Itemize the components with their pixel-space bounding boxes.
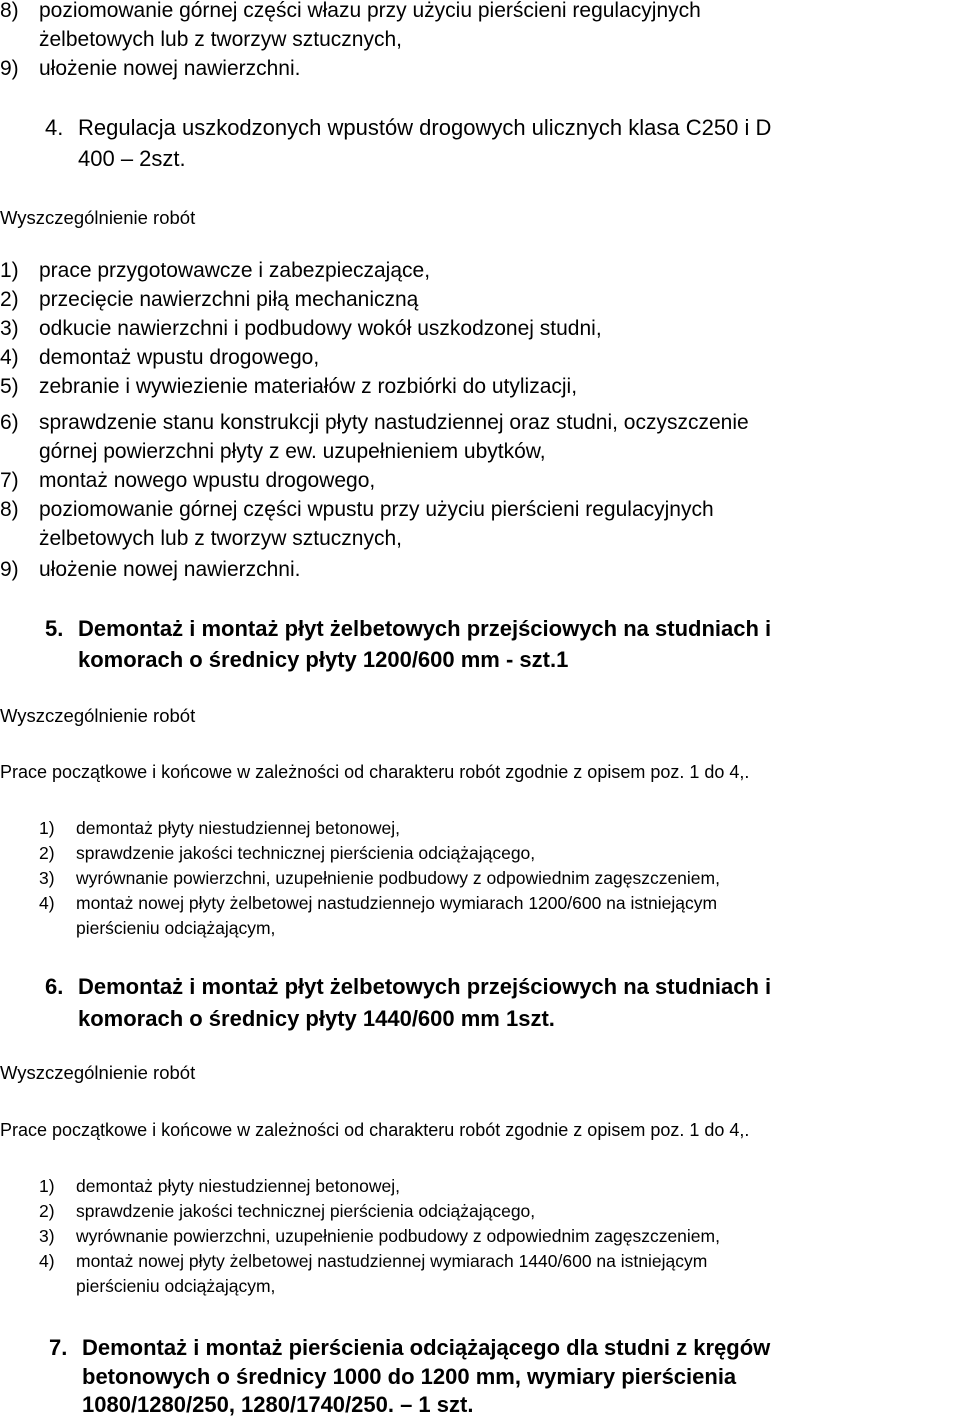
list-text: montaż nowego wpustu drogowego, — [39, 469, 376, 492]
list-text: prace przygotowawcze i zabezpieczające, — [39, 259, 431, 282]
list-text: wyrównanie powierzchni, uzupełnienie podbudowy z odpowiednim zagęszczeniem, — [76, 1226, 720, 1246]
list-text: poziomowanie górnej części włazu przy użyciu pierścieni regulacyjnych — [39, 0, 701, 22]
list-text: montaż nowej płyty żelbetowej nastudziennejo wymiarach 1200/600 na istniejącym — [76, 893, 718, 913]
section-number: 7. — [49, 1335, 68, 1360]
list-number: 9) — [0, 57, 19, 80]
list-text: pierścieniu odciążającym, — [76, 1276, 276, 1296]
list-text: żelbetowych lub z tworzyw sztucznych, — [39, 28, 402, 51]
list-text: żelbetowych lub z tworzyw sztucznych, — [39, 527, 402, 550]
list-number: 4) — [39, 1251, 55, 1271]
list-number: 1) — [0, 259, 19, 282]
list-text: sprawdzenie stanu konstrukcji płyty nastudziennej oraz studni, oczyszczenie — [39, 411, 749, 434]
section-number: 6. — [45, 974, 64, 999]
list-text: ułożenie nowej nawierzchni. — [39, 558, 301, 581]
list-number: 3) — [39, 1226, 55, 1246]
section-number: 4. — [45, 115, 64, 140]
section-label: Wyszczególnienie robót — [0, 207, 196, 228]
list-number: 2) — [0, 288, 19, 311]
list-number: 4) — [0, 346, 19, 369]
list-text: montaż nowej płyty żelbetowej nastudziennej wymiarach 1440/600 na istniejącym — [76, 1251, 708, 1271]
list-text: sprawdzenie jakości technicznej pierścienia odciążającego, — [76, 843, 536, 863]
list-text: zebranie i wywiezienie materiałów z rozbiórki do utylizacji, — [39, 375, 578, 398]
section-number: 5. — [45, 616, 64, 641]
list-number: 7) — [0, 469, 19, 492]
section-title-line: 1080/1280/250, 1280/1740/250. – 1 szt. — [82, 1392, 474, 1417]
list-number: 5) — [0, 375, 19, 398]
section-intro: Prace początkowe i końcowe w zależności od charakteru robót zgodnie z opisem poz. 1 do 4,. — [0, 1120, 750, 1140]
section-title-line: komorach o średnicy płyty 1200/600 mm - szt.1 — [78, 647, 569, 672]
list-number: 2) — [39, 843, 55, 863]
section-label: Wyszczególnienie robót — [0, 705, 196, 726]
list-number: 1) — [39, 1176, 55, 1196]
section-title-line: 400 – 2szt. — [78, 146, 186, 171]
list-text: wyrównanie powierzchni, uzupełnienie podbudowy z odpowiednim zagęszczeniem, — [76, 868, 720, 888]
section-label: Wyszczególnienie robót — [0, 1062, 196, 1083]
list-number: 3) — [39, 868, 55, 888]
list-number: 9) — [0, 558, 19, 581]
section-title-line: komorach o średnicy płyty 1440/600 mm 1szt. — [78, 1006, 555, 1031]
list-text: demontaż wpustu drogowego, — [39, 346, 320, 369]
list-text: przecięcie nawierzchni piłą mechaniczną — [39, 288, 419, 311]
section-title-line: Demontaż i montaż płyt żelbetowych przejściowych na studniach i — [78, 974, 772, 999]
list-number: 1) — [39, 818, 55, 838]
list-text: poziomowanie górnej części wpustu przy użyciu pierścieni regulacyjnych — [39, 498, 714, 521]
list-text: górnej powierzchni płyty z ew. uzupełnieniem ubytków, — [39, 440, 546, 463]
list-text: pierścieniu odciążającym, — [76, 918, 276, 938]
list-number: 8) — [0, 498, 19, 521]
list-text: sprawdzenie jakości technicznej pierścienia odciążającego, — [76, 1201, 536, 1221]
section-intro: Prace początkowe i końcowe w zależności od charakteru robót zgodnie z opisem poz. 1 do 4,. — [0, 762, 750, 782]
list-number: 8) — [0, 0, 19, 22]
section-title-line: Regulacja uszkodzonych wpustów drogowych ulicznych klasa C250 i D — [78, 115, 772, 140]
section-title-line: betonowych o średnicy 1000 do 1200 mm, wymiary pierścienia — [82, 1364, 737, 1389]
list-number: 3) — [0, 317, 19, 340]
section-title-line: Demontaż i montaż płyt żelbetowych przejściowych na studniach i — [78, 616, 772, 641]
list-number: 2) — [39, 1201, 55, 1221]
list-text: demontaż płyty niestudziennej betonowej, — [76, 1176, 400, 1196]
section-title-line: Demontaż i montaż pierścienia odciążającego dla studni z kręgów — [82, 1335, 771, 1360]
list-text: odkucie nawierzchni i podbudowy wokół uszkodzonej studni, — [39, 317, 602, 340]
list-text: demontaż płyty niestudziennej betonowej, — [76, 818, 400, 838]
list-number: 6) — [0, 411, 19, 434]
list-number: 4) — [39, 893, 55, 913]
list-text: ułożenie nowej nawierzchni. — [39, 57, 301, 80]
